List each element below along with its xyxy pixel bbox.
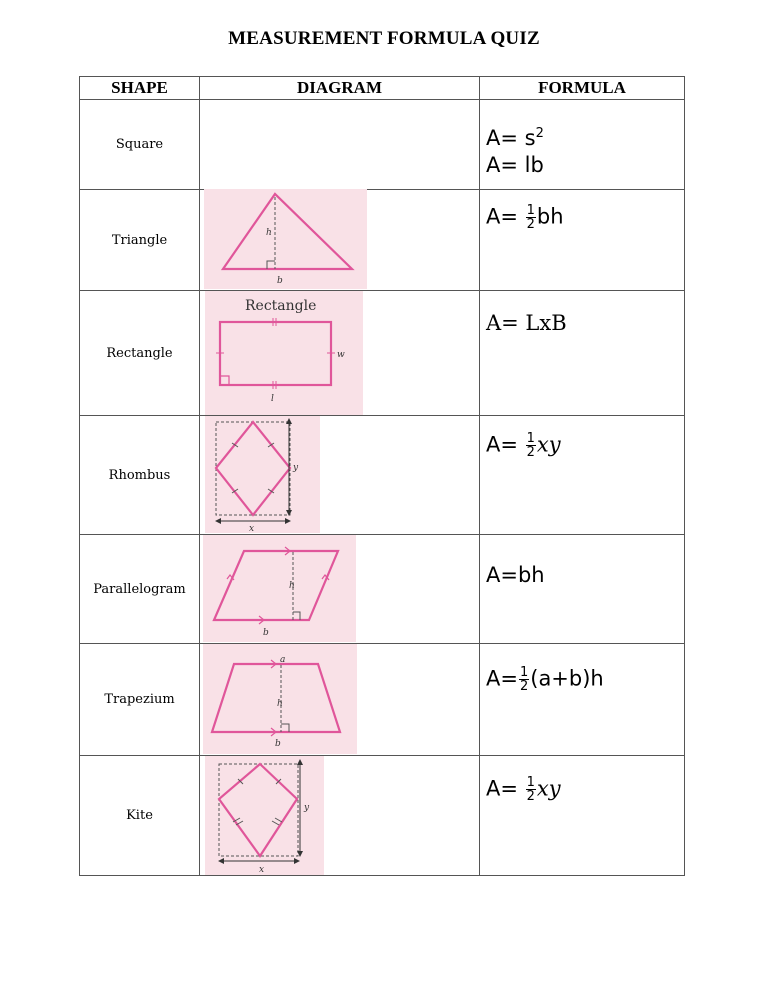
shape-name: Parallelogram <box>93 581 186 597</box>
shape-cell-rectangle <box>79 290 200 416</box>
formula-cell-parallelogram: A=bh <box>479 534 685 644</box>
label-a: a <box>280 655 286 665</box>
shape-name: Triangle <box>111 232 168 248</box>
fraction: $\frac{1}{2}$ <box>526 775 535 804</box>
header-shape: SHAPE <box>79 76 200 100</box>
shape-name: Trapezium <box>104 692 175 707</box>
label-b: b <box>277 276 283 286</box>
label-w: w <box>337 350 345 360</box>
formula-cell-rhombus: A= $\frac{1}{2}$ xy <box>479 415 685 535</box>
formula-line-2: A= lb <box>486 153 544 177</box>
fraction: $\frac{1}{2}$ <box>519 665 529 694</box>
label-h: h <box>289 581 295 591</box>
label-h: h <box>266 228 272 238</box>
kite-shape <box>219 764 297 856</box>
formula-cell-kite: A= $\frac{1}{2}$ xy <box>479 755 685 876</box>
formula-cell-square <box>479 99 685 190</box>
shape-name: Kite <box>126 808 153 823</box>
label-b: b <box>263 628 269 638</box>
formula-cell-triangle: A= $\frac{1}{2}$ bh <box>479 189 685 291</box>
diagram-cell-square <box>199 99 480 190</box>
label-x: x <box>259 865 265 875</box>
label-h: h <box>277 699 283 709</box>
header-formula: FORMULA <box>479 76 685 100</box>
trapezium-shape <box>212 664 340 732</box>
shape-cell-kite <box>79 755 200 876</box>
triangle-diagram <box>204 189 367 289</box>
formula-cell-trapezium: A= $\frac{1}{2}$ (a+b)h <box>479 643 685 756</box>
shape-cell-rhombus <box>79 415 200 535</box>
diagram-title: Rectangle <box>245 298 317 314</box>
label-x: x <box>249 524 255 533</box>
rhombus-diagram <box>205 416 320 533</box>
rectangle-shape <box>220 322 331 385</box>
shape-cell-parallelogram <box>79 534 200 644</box>
label-y: y <box>304 803 310 813</box>
parallelogram-shape <box>214 551 338 620</box>
kite-diagram <box>205 756 324 875</box>
page-title: MEASUREMENT FORMULA QUIZ <box>228 28 540 49</box>
rectangle-diagram <box>205 291 363 415</box>
label-y: y <box>293 463 299 473</box>
fraction: $\frac{1}{2}$ <box>526 431 535 460</box>
header-diagram: DIAGRAM <box>199 76 480 100</box>
label-b: b <box>275 739 281 749</box>
parallelogram-diagram <box>203 535 356 642</box>
rhombus-shape <box>216 422 290 515</box>
shape-cell-trapezium <box>79 643 200 756</box>
shape-cell-square <box>79 99 200 190</box>
triangle-shape <box>223 194 352 269</box>
shape-name: Square <box>115 137 164 152</box>
shape-name: Rhombus <box>108 467 171 483</box>
formula-cell-rectangle: A= LxB <box>479 290 685 416</box>
label-l: l <box>271 394 274 404</box>
fraction: $\frac{1}{2}$ <box>526 203 535 232</box>
shape-name: Rectangle <box>106 345 173 361</box>
trapezium-diagram <box>203 644 357 754</box>
shape-cell-triangle <box>79 189 200 291</box>
formula-line-1: $A= s^2$ <box>486 126 544 150</box>
